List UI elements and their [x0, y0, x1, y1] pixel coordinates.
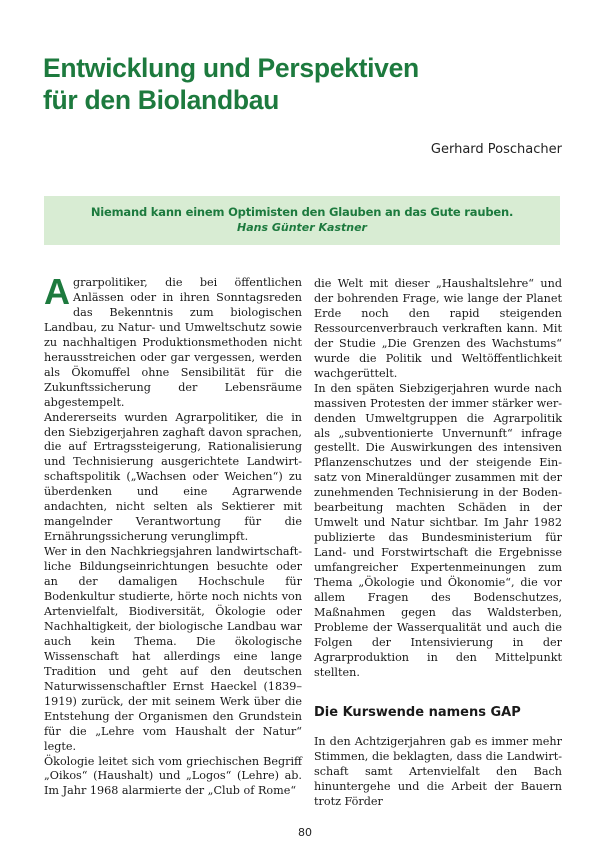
section-heading: Die Kurswende namens GAP	[314, 704, 521, 720]
page-number: 80	[298, 826, 312, 839]
article-title	[43, 52, 563, 116]
epigraph-source: Hans Günter Kastner	[237, 221, 367, 234]
paragraph: In den späten Siebzigerjahren wurde nach massiven Protesten der immer stärker werdenden Umweltgruppen die Agrarpolitik als „subventionierte Unvernunft“ infrage gestellt. Die Auswirkungen des intensiven Pflanzenschutzes und der steigende Einsatz von Mineraldünger zusammen mit der zunehmenden Technisierung in der Bodenbearbeitung machten Schäden in der Umwelt und Natur sichtbar. Im Jahr 1982 publizierte das Bundesministerium für Land- und Forstwirtschaft die Ergebnisse umfangreicher Expertenmeinungen zum Thema „Ökologie und Ökonomie“, die vor allem Fragen des Bodenschutzes, Maßnahmen gegen das Waldsterben, Probleme der Wasserqualität und auch die Folgen der Intensivierung in der Agrarproduktion in den Mittelpunkt stellten.	[314, 381, 562, 679]
dropcap: A	[44, 271, 70, 312]
epigraph-box	[44, 196, 560, 245]
paragraph: Wer in den Nachkriegsjahren landwirtschaftliche Bildungseinrichtungen besuchte oder an der damaligen Hochschule für Bodenkultur studierte, hörte noch nichts von Artenvielfalt, Biodiversität, Ökologie oder Nachhaltigkeit, der biologische Landbau war auch kein Thema. Die ökologische Wissenschaft hat allerdings eine lange Tradition und geht auf den deutschen Naturwissenschaftler Ernst Haeckel (1839–1919) zurück, der mit seinem Werk über die Entstehung der Organismen den Grundstein für die „Lehre vom Haushalt der Natur“ legte.	[44, 545, 302, 753]
title-line-1: Entwicklung und Perspektiven	[43, 53, 419, 83]
epigraph-text: Niemand kann einem Optimisten den Glauben an das Gute rauben.	[90, 205, 514, 219]
title-line-2: für den Biolandbau	[43, 85, 280, 115]
paragraph: Ökologie leitet sich vom griechischen Begriff „Oikos“ (Haushalt) und „Logos“ (Lehre) ab. Im Jahr 1968 alarmierte der „Club of Rome“	[44, 754, 302, 798]
paragraph: Andererseits wurden Agrarpolitiker, die in den Siebzigerjahren zaghaft davon sprachen, die auf Ertragssteigerung, Rationalisierung und Technisierung ausgerichtete Landwirtschaftspolitik („Wachsen oder Weichen“) zu überdenken und eine Agrarwende andachten, nicht selten als Sektierer mit mangelnder Verantwortung für die Ernährungssicherung verunglimpft.	[44, 410, 302, 544]
paragraph: In den Achtzigerjahren gab es immer mehr Stimmen, die beklagten, dass die Landwirtschaft samt Artenvielfalt den Bach hinuntergehe und die Arbeit der Bauern trotz Förder	[314, 734, 562, 808]
left-column	[44, 271, 302, 799]
paragraph: Agrarpolitiker, die bei öffentlichen Anlässen oder in ihren Sonntagsreden das Bekenntnis zum biologischen Landbau, zu Natur- und Umweltschutz sowie zu nachhaltigen Produktionsmethoden nicht herausstreichen oder gar vergessen, werden als Ökomuffel ohne Sensibilität für die Zukunftssicherung der Lebensräume abgestempelt.	[44, 271, 302, 409]
paragraph: die Welt mit dieser „Haushaltslehre“ und der bohrenden Frage, wie lange der Planet Erde noch den rapid steigenden Ressourcenverbrauch verkraften kann. Mit der Studie „Die Grenzen des Wachstums“ wurde die Politik und Weltöffentlichkeit wachgerüttelt.	[314, 277, 562, 380]
right-column	[314, 277, 562, 810]
author-name: Gerhard Poschacher	[430, 142, 562, 157]
